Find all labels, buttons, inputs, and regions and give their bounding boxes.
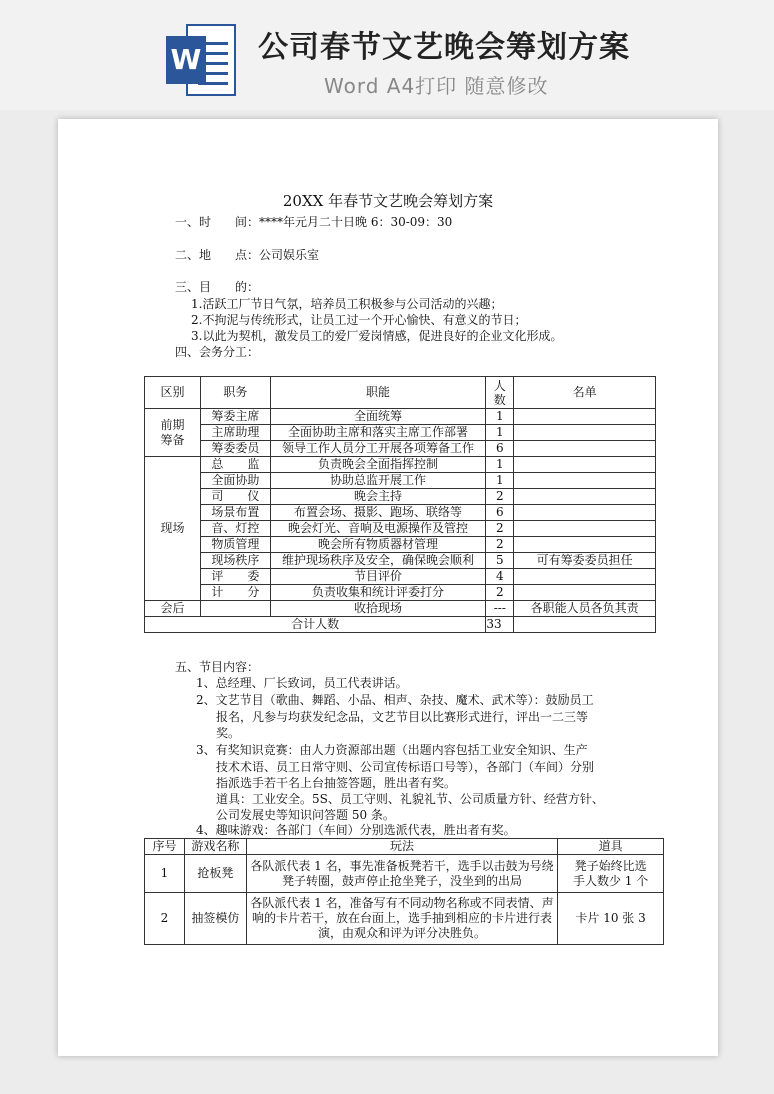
table-row <box>145 505 656 521</box>
header-cell: 职务 <box>200 377 270 409</box>
table-header-row <box>145 377 656 409</box>
table-row <box>145 425 656 441</box>
program-item-2c: 奖。 <box>216 726 241 740</box>
num-cell: 2 <box>486 537 514 553</box>
num-cell: 5 <box>486 553 514 569</box>
program-item-3d: 道具：工业安全。5S、员工守则、礼貌礼节、公司质量方针、经营方针、 <box>216 792 604 806</box>
func-cell: 负责晚会全面指挥控制 <box>270 457 486 473</box>
purpose-item-3: 3.以此为契机，激发员工的爱厂爱岗情感，促进良好的企业文化形成。 <box>191 329 563 343</box>
document-page <box>58 119 718 1056</box>
banner-title: 公司春节文艺晚会筹划方案 <box>258 30 630 65</box>
table-row <box>145 521 656 537</box>
header-cell: 道具 <box>558 839 664 855</box>
func-cell: 收拾现场 <box>270 601 486 617</box>
num-cell: 6 <box>486 441 514 457</box>
num-cell: 1 <box>486 409 514 425</box>
purpose-item-2: 2.不拘泥与传统形式，让员工过一个开心愉快、有意义的节日； <box>191 313 527 327</box>
func-cell: 节目评价 <box>270 569 486 585</box>
table-row <box>145 855 664 893</box>
game-rule-line: 各队派代表 1 名，准备写有不同动物名称或不同表情、声 <box>250 896 554 910</box>
func-cell: 晚会所有物质器材管理 <box>270 537 486 553</box>
program-item-1: 1、总经理、厂长致词，员工代表讲话。 <box>196 676 408 690</box>
list-cell <box>514 585 656 601</box>
list-cell <box>514 505 656 521</box>
group-cell: 会后 <box>145 601 201 617</box>
func-cell: 维护现场秩序及安全，确保晚会顺利 <box>270 553 486 569</box>
game-no: 1 <box>145 855 185 893</box>
game-rule <box>246 893 557 945</box>
section-time: 一、时 间：****年元月二十日晚 6：30-09：30 <box>175 215 453 229</box>
table-row <box>145 537 656 553</box>
num-cell: 2 <box>486 585 514 601</box>
role-cell: 计 分 <box>200 585 270 601</box>
header-cell: 名单 <box>514 377 656 409</box>
section-place: 二、地 点：公司娱乐室 <box>175 248 320 262</box>
game-tool <box>558 855 664 893</box>
list-cell <box>514 409 656 425</box>
header-cell: 区别 <box>145 377 201 409</box>
list-cell <box>514 521 656 537</box>
table-header-row <box>145 839 664 855</box>
list-cell <box>514 457 656 473</box>
game-tool-line: 手人数少 1 个 <box>572 873 649 888</box>
table-row <box>145 893 664 945</box>
num-cell: 2 <box>486 521 514 537</box>
role-cell: 司 仪 <box>200 489 270 505</box>
program-item-2a: 2、文艺节目（歌曲、舞蹈、小品、相声、杂技、魔术、武术等）：鼓励员工 <box>196 693 594 707</box>
role-cell: 主席助理 <box>200 425 270 441</box>
num-cell: 4 <box>486 569 514 585</box>
table-row <box>145 457 656 473</box>
program-item-3a: 3、有奖知识竞赛：由人力资源部出题（出题内容包括工业安全知识、生产 <box>196 743 588 757</box>
role-cell: 筹委委员 <box>200 441 270 457</box>
table-row <box>145 569 656 585</box>
table-row <box>145 489 656 505</box>
game-rule <box>246 855 557 893</box>
role-cell <box>200 601 270 617</box>
group-cell: 现场 <box>145 457 201 601</box>
role-cell: 物质管理 <box>200 537 270 553</box>
program-item-3b: 技术术语、员工日常守则、公司宣传标语口号等），各部门（车间）分别 <box>216 760 595 774</box>
game-rule-line: 响的卡片若干，放在台面上，选手抽到相应的卡片进行表 <box>252 911 553 925</box>
program-item-3c: 指派选手若干名上台抽签答题，胜出者有奖。 <box>216 776 457 790</box>
program-item-4: 4、趣味游戏：各部门（车间）分别选派代表，胜出者有奖。 <box>196 823 516 837</box>
num-cell: 1 <box>486 425 514 441</box>
func-cell: 领导工作人员分工开展各项筹备工作 <box>270 441 486 457</box>
role-cell: 音、灯控 <box>200 521 270 537</box>
game-rule-line: 各队派代表 1 名，事先准备板凳若干，选手以击鼓为号绕 <box>250 858 554 873</box>
game-tool-line: 卡片 10 张 3 <box>575 911 646 925</box>
list-cell <box>514 425 656 441</box>
role-cell: 评 委 <box>200 569 270 585</box>
game-tool <box>558 893 664 945</box>
list-cell <box>514 473 656 489</box>
program-item-3e: 公司发展史等知识问答题 50 条。 <box>216 808 395 822</box>
func-cell: 晚会灯光、音响及电源操作及管控 <box>270 521 486 537</box>
total-num: 33 <box>486 617 514 633</box>
group-cell: 前期 筹备 <box>145 409 201 457</box>
role-cell: 筹委主席 <box>200 409 270 425</box>
list-cell: 可有筹委委员担任 <box>514 553 656 569</box>
role-cell: 现场秩序 <box>200 553 270 569</box>
duty-table <box>144 376 656 633</box>
role-cell: 全面协助 <box>200 473 270 489</box>
game-no: 2 <box>145 893 185 945</box>
list-cell <box>514 569 656 585</box>
total-label: 合计人数 <box>145 617 486 633</box>
program-item-2b: 报名，凡参与均获发纪念品，文艺节目以比赛形式进行，评出一二三等 <box>216 710 589 724</box>
word-letter: W <box>166 36 206 84</box>
role-cell: 场景布置 <box>200 505 270 521</box>
table-row <box>145 441 656 457</box>
func-cell: 全面统筹 <box>270 409 486 425</box>
game-name: 抢板凳 <box>184 855 246 893</box>
document-title: 20XX 年春节文艺晚会筹划方案 <box>282 192 494 210</box>
func-cell: 全面协助主席和落实主席工作部署 <box>270 425 486 441</box>
num-cell: 1 <box>486 473 514 489</box>
table-row <box>145 601 656 617</box>
list-cell <box>514 489 656 505</box>
header-cell: 序号 <box>145 839 185 855</box>
game-name: 抽签模仿 <box>184 893 246 945</box>
header-cell: 玩法 <box>246 839 557 855</box>
func-cell: 布置会场、摄影、跑场、联络等 <box>270 505 486 521</box>
purpose-item-1: 1.活跃工厂节日气氛，培养员工积极参与公司活动的兴趣； <box>191 297 503 311</box>
header-banner <box>0 0 774 110</box>
header-cell: 职能 <box>270 377 486 409</box>
num-cell: 1 <box>486 457 514 473</box>
table-row <box>145 409 656 425</box>
list-cell <box>514 441 656 457</box>
game-rule-line: 演，由观众和评为评分决胜负。 <box>318 926 487 940</box>
section-duty: 四、会务分工： <box>175 345 260 359</box>
func-cell: 协助总监开展工作 <box>270 473 486 489</box>
total-row <box>145 617 656 633</box>
num-cell: 2 <box>486 489 514 505</box>
role-cell: 总 监 <box>200 457 270 473</box>
list-cell: 各职能人员各负其责 <box>514 601 656 617</box>
game-table <box>144 838 664 945</box>
num-cell: --- <box>486 601 514 617</box>
num-cell: 6 <box>486 505 514 521</box>
word-icon <box>166 24 236 96</box>
header-cell: 人 数 <box>486 377 514 409</box>
game-rule-line: 凳子转圈，鼓声停止抢坐凳子，没坐到的出局 <box>282 873 523 888</box>
func-cell: 负责收集和统计评委打分 <box>270 585 486 601</box>
section-purpose: 三、目 的： <box>175 280 260 294</box>
game-tool-line: 凳子始终比选 <box>574 858 647 873</box>
section-program: 五、节目内容： <box>175 660 260 674</box>
list-cell <box>514 537 656 553</box>
header-cell: 游戏名称 <box>184 839 246 855</box>
func-cell: 晚会主持 <box>270 489 486 505</box>
total-list <box>514 617 656 633</box>
banner-subtitle: Word A4打印 随意修改 <box>324 74 549 98</box>
table-row <box>145 585 656 601</box>
table-row <box>145 553 656 569</box>
table-row <box>145 473 656 489</box>
